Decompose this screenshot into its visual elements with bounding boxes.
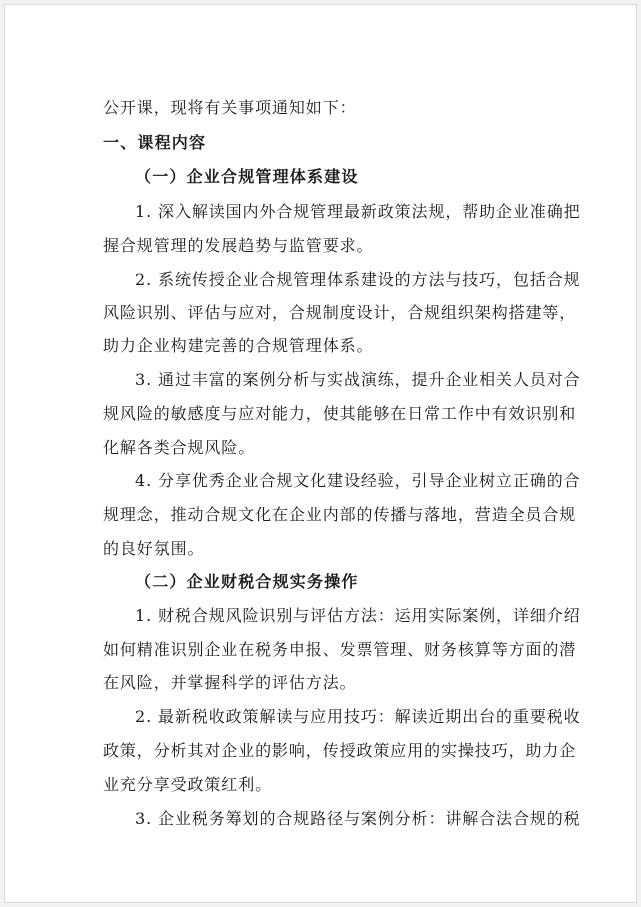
section1-heading: 一、课程内容 [103, 133, 207, 152]
sub1-item1-line2: 握合规管理的发展趋势与监管要求。 [103, 236, 374, 255]
sub1-item3-line3: 化解各类合规风险。 [103, 438, 256, 457]
sub1-heading: （一）企业合规管理体系建设 [135, 167, 359, 186]
sub1-item2-line2: 风险识别、评估与应对，合规制度设计，合规组织架构搭建等， [103, 303, 577, 322]
sub1-item4-line3: 的良好氛围。 [103, 539, 205, 558]
sub2-item2-line3: 业充分享受政策红利。 [103, 775, 273, 794]
sub2-heading: （二）企业财税合规实务操作 [135, 572, 359, 591]
sub1-item2-line3: 助力企业构建完善的合规管理体系。 [103, 336, 374, 355]
sub2-item2-line2: 政策，分析其对企业的影响，传授政策应用的实操技巧，助力企 [103, 741, 577, 760]
sub1-item2-line1: 2. 系统传授企业合规管理体系建设的方法与技巧，包括合规 [135, 270, 581, 289]
sub1-item3-line1: 3. 通过丰富的案例分析与实战演练，提升企业相关人员对合 [135, 370, 581, 389]
sub1-item4-line1: 4. 分享优秀企业合规文化建设经验，引导企业树立正确的合 [135, 471, 581, 490]
intro-text: 公开课，现将有关事项通知如下： [103, 98, 357, 117]
sub2-item3-line1: 3. 企业税务筹划的合规路径与案例分析：讲解合法合规的税 [135, 809, 581, 828]
document-page [4, 4, 637, 903]
sub2-item1-line2: 如何精准识别企业在税务申报、发票管理、财务核算等方面的潜 [103, 640, 577, 659]
sub2-item1-line1: 1. 财税合规风险识别与评估方法：运用实际案例，详细介绍 [135, 606, 581, 625]
sub1-item4-line2: 规理念，推动合规文化在企业内部的传播与落地，营造全员合规 [103, 505, 577, 524]
sub1-item3-line2: 规风险的敏感度与应对能力，使其能够在日常工作中有效识别和 [103, 404, 577, 423]
sub2-item2-line1: 2. 最新税收政策解读与应用技巧：解读近期出台的重要税收 [135, 707, 581, 726]
sub2-item1-line3: 在风险，并掌握科学的评估方法。 [103, 673, 357, 692]
document-body [5, 5, 636, 902]
sub1-item1-line1: 1. 深入解读国内外合规管理最新政策法规，帮助企业准确把 [135, 202, 581, 221]
